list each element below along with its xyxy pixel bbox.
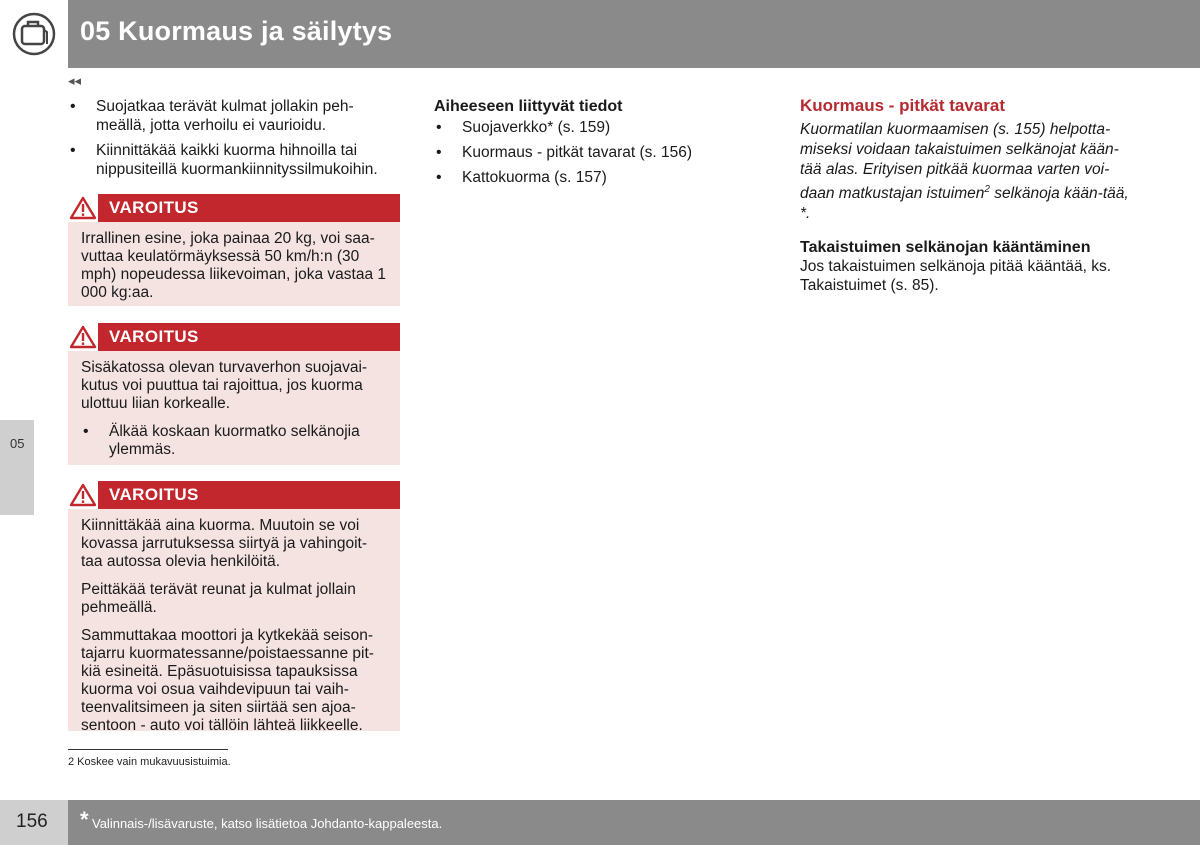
luggage-icon: [12, 12, 56, 56]
long-items-section: [800, 96, 1140, 295]
warning-title: VAROITUS: [109, 327, 199, 346]
warning-triangle-icon: [68, 323, 98, 351]
warning-box-3: [68, 481, 400, 734]
list-item: • Kiinnittäkää kaikki kuorma hihnoilla tai nippusiteillä kuormankiinnityssilmukoihin.: [68, 141, 400, 179]
chapter-icon-box: [0, 0, 68, 68]
page-footer: [68, 800, 1200, 845]
warning-header: [68, 481, 400, 509]
option-star-icon: *: [80, 807, 89, 832]
related-link[interactable]: • Kattokuorma (s. 157): [434, 168, 764, 187]
chapter-title: 05 Kuormaus ja säilytys: [80, 16, 393, 46]
related-link[interactable]: • Suojaverkko* (s. 159): [434, 118, 764, 137]
warning-text: Sisäkatossa olevan turvaverhon suojavai-kutus voi puuttua tai rajoittua, jos kuorma ulottuu liian korkealle.: [81, 359, 368, 412]
previous-page-link[interactable]: ◂◂: [68, 73, 82, 88]
page-header: [0, 0, 1200, 68]
footnote-divider: [68, 749, 228, 750]
warning-text: Peittäkää terävät reunat ja kulmat jollain pehmeällä.: [81, 581, 356, 616]
intro-text-continued: selkänoja kään-tää, *.: [800, 185, 1129, 223]
related-link[interactable]: • Kuormaus - pitkät tavarat (s. 156): [434, 143, 764, 162]
chapter-side-tab-label: 05: [10, 436, 25, 451]
subsection-text: Jos takaistuimen selkänoja pitää kääntää, ks. Takaistuimet (s. 85).: [800, 258, 1112, 295]
section-intro: [800, 120, 1140, 224]
left-column-intro: [68, 97, 400, 185]
footnote-marker: 2: [68, 756, 75, 768]
footer-note: Valinnais-/lisävaruste, katso lisätietoa Johdanto-kappaleesta.: [92, 816, 443, 831]
warning-text: Sammuttakaa moottori ja kytkekää seison-tajarru kuormatessanne/poistaessanne pit-kiä esineitä. Epäsuotuisissa tapauksissa kuorma voi osua vaihdevipuun tai vaih-teenvalitsimeen ja siten siirtää sen ajoa-sentoon - auto voi tällöin lähteä liikkeelle.: [81, 627, 374, 734]
warning-body: [68, 509, 400, 745]
warning-title: VAROITUS: [109, 485, 199, 504]
warning-body: [68, 351, 400, 469]
section-heading: Kuormaus - pitkät tavarat: [800, 96, 1005, 115]
footnote: [68, 756, 231, 768]
subsection-heading: Takaistuimen selkänojan kääntäminen: [800, 239, 1091, 257]
related-info-heading: Aiheeseen liittyvät tiedot: [434, 98, 623, 115]
warning-box-1: [68, 194, 400, 306]
warning-body: [68, 222, 400, 312]
warning-triangle-icon: [68, 194, 98, 222]
list-item: • Suojatkaa terävät kulmat jollakin peh-meällä, jotta verhoilu ei vaurioidu.: [68, 97, 400, 135]
warning-header: [68, 323, 400, 351]
page-number-box: [0, 800, 68, 845]
warning-title: VAROITUS: [109, 198, 199, 217]
intro-text: Kuormatilan kuormaamisen (s. 155) helpotta-miseksi voidaan takaistuimen selkänojat kään-tää alas. Erityisen pitkää kuormaa varten voi-daan matkustajan istuimen: [800, 121, 1119, 203]
warning-text: Kiinnittäkää aina kuorma. Muutoin se voi kovassa jarrutuksessa siirtyä ja vahingoit-taa autossa olevia henkilöitä.: [81, 517, 368, 570]
footnote-reference[interactable]: 2: [984, 184, 990, 195]
warning-header: [68, 194, 400, 222]
page-number: 156: [16, 811, 48, 832]
footnote-text: Koskee vain mukavuusistuimia.: [74, 756, 231, 768]
related-info-section: [434, 97, 764, 193]
warning-box-2: [68, 323, 400, 465]
list-item: • Älkää koskaan kuormatko selkänojia ylemmäs.: [81, 423, 386, 459]
warning-text: Irrallinen esine, joka painaa 20 kg, voi saa-vuttaa keulatörmäyksessä 50 km/h:n (30 mph) nopeudessa liikevoiman, joka vastaa 1 000 kg:aa.: [81, 230, 387, 301]
warning-triangle-icon: [68, 481, 98, 509]
chapter-side-tab[interactable]: [0, 420, 34, 515]
